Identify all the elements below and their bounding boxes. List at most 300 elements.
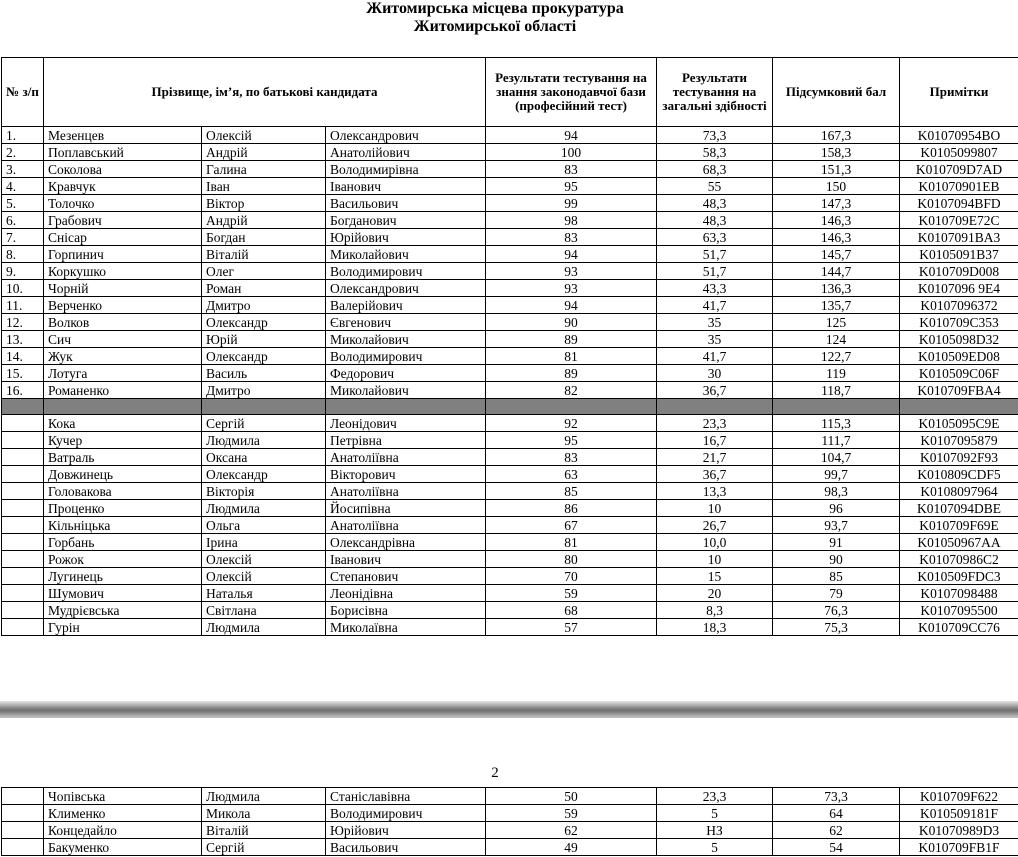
cell-test1: 93 bbox=[486, 263, 657, 280]
cell-patronymic: Степанович bbox=[326, 568, 486, 585]
cell-note: K01070986C2 bbox=[900, 551, 1018, 568]
cell-test1: 95 bbox=[486, 178, 657, 195]
table-row bbox=[2, 314, 1018, 331]
cell-patronymic: Анатоліївна bbox=[326, 483, 486, 500]
cell-surname: Кока bbox=[44, 415, 202, 432]
cell-test2: 36,7 bbox=[657, 466, 773, 483]
cell-surname: Снісар bbox=[44, 229, 202, 246]
cell-note: K01070989D3 bbox=[900, 822, 1018, 839]
cell-test1: 100 bbox=[486, 144, 657, 161]
cell-first-name: Ірина bbox=[202, 534, 326, 551]
cell-test1: 63 bbox=[486, 466, 657, 483]
cell-test2: 51,7 bbox=[657, 246, 773, 263]
cell-total: 145,7 bbox=[773, 246, 900, 263]
cell-test2: 35 bbox=[657, 331, 773, 348]
cell-note: K0105091B37 bbox=[900, 246, 1018, 263]
cell-num: 3. bbox=[2, 161, 44, 178]
cell-num: 11. bbox=[2, 297, 44, 314]
cell-test2: 5 bbox=[657, 839, 773, 856]
cell-total: 104,7 bbox=[773, 449, 900, 466]
cell-test1: 92 bbox=[486, 415, 657, 432]
cell-num: 12. bbox=[2, 314, 44, 331]
table-row bbox=[2, 568, 1018, 585]
cell-first-name: Людмила bbox=[202, 432, 326, 449]
cell-test1: 82 bbox=[486, 382, 657, 399]
table-row bbox=[2, 483, 1018, 500]
cell-first-name: Галина bbox=[202, 161, 326, 178]
cell-first-name: Олексій bbox=[202, 551, 326, 568]
table-row bbox=[2, 144, 1018, 161]
cell-patronymic: Юрійович bbox=[326, 822, 486, 839]
separator-row bbox=[2, 399, 1018, 415]
cell-note: K01070901EB bbox=[900, 178, 1018, 195]
cell-test2: 41,7 bbox=[657, 348, 773, 365]
cell-total: 98,3 bbox=[773, 483, 900, 500]
cell-test2: 51,7 bbox=[657, 263, 773, 280]
cell-patronymic: Володимирович bbox=[326, 348, 486, 365]
document-title bbox=[0, 0, 990, 36]
title-line-2: Житомирської області bbox=[413, 18, 577, 35]
cell-note: K010509C06F bbox=[900, 365, 1018, 382]
cell-first-name: Іван bbox=[202, 178, 326, 195]
cell-test2: 55 bbox=[657, 178, 773, 195]
cell-first-name: Віталій bbox=[202, 822, 326, 839]
cell-patronymic: Вікторович bbox=[326, 466, 486, 483]
cell-first-name: Людмила bbox=[202, 500, 326, 517]
cell-surname: Шумович bbox=[44, 585, 202, 602]
cell-note: K01050967AA bbox=[900, 534, 1018, 551]
cell-num bbox=[2, 822, 44, 839]
cell-test2: 23,3 bbox=[657, 788, 773, 805]
cell-test1: 95 bbox=[486, 432, 657, 449]
cell-patronymic: Володимирівна bbox=[326, 161, 486, 178]
cell-surname: Поплавський bbox=[44, 144, 202, 161]
cell-note: K0107095500 bbox=[900, 602, 1018, 619]
cell-patronymic: Станіславівна bbox=[326, 788, 486, 805]
cell-patronymic: Йосипівна bbox=[326, 500, 486, 517]
cell-total: 85 bbox=[773, 568, 900, 585]
cell-test2: 13,3 bbox=[657, 483, 773, 500]
cell-patronymic: Юрійович bbox=[326, 229, 486, 246]
cell-num: 6. bbox=[2, 212, 44, 229]
cell-surname: Жук bbox=[44, 348, 202, 365]
cell-surname: Лугинець bbox=[44, 568, 202, 585]
cell-first-name: Віталій bbox=[202, 246, 326, 263]
cell-test1: 98 bbox=[486, 212, 657, 229]
cell-first-name: Людмила bbox=[202, 788, 326, 805]
table-row bbox=[2, 229, 1018, 246]
cell-test1: 50 bbox=[486, 788, 657, 805]
cell-note: K0105095C9E bbox=[900, 415, 1018, 432]
cell-test2: 20 bbox=[657, 585, 773, 602]
cell-num bbox=[2, 805, 44, 822]
table-row bbox=[2, 822, 1018, 839]
cell-total: 96 bbox=[773, 500, 900, 517]
cell-patronymic: Леонідович bbox=[326, 415, 486, 432]
header-name: Прізвище, ім’я, по батькові кандидата bbox=[44, 58, 486, 127]
cell-surname: Головакова bbox=[44, 483, 202, 500]
header-total: Підсумковий бал bbox=[773, 58, 900, 127]
cell-num bbox=[2, 483, 44, 500]
cell-first-name: Оксана bbox=[202, 449, 326, 466]
cell-total: 124 bbox=[773, 331, 900, 348]
cell-test2: 18,3 bbox=[657, 619, 773, 636]
cell-test2: НЗ bbox=[657, 822, 773, 839]
cell-test2: 5 bbox=[657, 805, 773, 822]
cell-patronymic: Анатоліївна bbox=[326, 517, 486, 534]
cell-total: 119 bbox=[773, 365, 900, 382]
cell-test2: 68,3 bbox=[657, 161, 773, 178]
cell-test1: 94 bbox=[486, 297, 657, 314]
cell-surname: Кравчук bbox=[44, 178, 202, 195]
cell-first-name: Світлана bbox=[202, 602, 326, 619]
cell-test2: 48,3 bbox=[657, 195, 773, 212]
cell-total: 93,7 bbox=[773, 517, 900, 534]
cell-patronymic: Миколайович bbox=[326, 331, 486, 348]
cell-surname: Клименко bbox=[44, 805, 202, 822]
cell-note: K0105098D32 bbox=[900, 331, 1018, 348]
cell-num bbox=[2, 839, 44, 856]
cell-patronymic: Миколайович bbox=[326, 246, 486, 263]
cell-surname: Сич bbox=[44, 331, 202, 348]
cell-total: 90 bbox=[773, 551, 900, 568]
cell-note: K010509181F bbox=[900, 805, 1018, 822]
cell-total: 122,7 bbox=[773, 348, 900, 365]
cell-note: K010509ED08 bbox=[900, 348, 1018, 365]
cell-total: 99,7 bbox=[773, 466, 900, 483]
cell-test2: 43,3 bbox=[657, 280, 773, 297]
cell-surname: Бакуменко bbox=[44, 839, 202, 856]
cell-patronymic: Васильович bbox=[326, 839, 486, 856]
cell-test2: 10 bbox=[657, 551, 773, 568]
cell-test2: 21,7 bbox=[657, 449, 773, 466]
cell-surname: Горбань bbox=[44, 534, 202, 551]
cell-test1: 94 bbox=[486, 246, 657, 263]
cell-test1: 62 bbox=[486, 822, 657, 839]
cell-test1: 99 bbox=[486, 195, 657, 212]
cell-first-name: Олександр bbox=[202, 314, 326, 331]
cell-first-name: Олег bbox=[202, 263, 326, 280]
cell-num bbox=[2, 432, 44, 449]
separator-body bbox=[2, 399, 1018, 415]
cell-total: 151,3 bbox=[773, 161, 900, 178]
cell-total: 125 bbox=[773, 314, 900, 331]
table-body-page-2 bbox=[2, 788, 1018, 856]
table-row bbox=[2, 551, 1018, 568]
cell-surname: Коркушко bbox=[44, 263, 202, 280]
cell-note: K0107098488 bbox=[900, 585, 1018, 602]
table-row bbox=[2, 805, 1018, 822]
cell-note: K0107092F93 bbox=[900, 449, 1018, 466]
cell-test2: 41,7 bbox=[657, 297, 773, 314]
cell-test1: 59 bbox=[486, 805, 657, 822]
cell-total: 75,3 bbox=[773, 619, 900, 636]
cell-num bbox=[2, 517, 44, 534]
cell-surname: Ватраль bbox=[44, 449, 202, 466]
cell-note: K0107091BA3 bbox=[900, 229, 1018, 246]
cell-note: K010709D008 bbox=[900, 263, 1018, 280]
cell-note: K010709FBA4 bbox=[900, 382, 1018, 399]
cell-patronymic: Васильович bbox=[326, 195, 486, 212]
cell-note: K010809CDF5 bbox=[900, 466, 1018, 483]
cell-note: K01070954BO bbox=[900, 127, 1018, 144]
cell-num bbox=[2, 449, 44, 466]
cell-note: K010709C353 bbox=[900, 314, 1018, 331]
cell-test2: 26,7 bbox=[657, 517, 773, 534]
cell-surname: Рожок bbox=[44, 551, 202, 568]
cell-test1: 86 bbox=[486, 500, 657, 517]
table-row bbox=[2, 178, 1018, 195]
cell-num: 13. bbox=[2, 331, 44, 348]
table-row bbox=[2, 466, 1018, 483]
cell-num bbox=[2, 500, 44, 517]
cell-test1: 81 bbox=[486, 348, 657, 365]
cell-patronymic: Анатоліївна bbox=[326, 449, 486, 466]
cell-first-name: Дмитро bbox=[202, 382, 326, 399]
cell-test2: 35 bbox=[657, 314, 773, 331]
cell-first-name: Микола bbox=[202, 805, 326, 822]
cell-total: 64 bbox=[773, 805, 900, 822]
cell-note: K0107095879 bbox=[900, 432, 1018, 449]
cell-patronymic: Федорович bbox=[326, 365, 486, 382]
cell-surname: Кучер bbox=[44, 432, 202, 449]
cell-test1: 83 bbox=[486, 449, 657, 466]
cell-total: 54 bbox=[773, 839, 900, 856]
cell-patronymic: Євгенович bbox=[326, 314, 486, 331]
table-row bbox=[2, 161, 1018, 178]
cell-first-name: Роман bbox=[202, 280, 326, 297]
cell-test2: 8,3 bbox=[657, 602, 773, 619]
cell-patronymic: Іванович bbox=[326, 551, 486, 568]
cell-test1: 49 bbox=[486, 839, 657, 856]
cell-test2: 10,0 bbox=[657, 534, 773, 551]
cell-num bbox=[2, 466, 44, 483]
cell-patronymic: Володимирович bbox=[326, 805, 486, 822]
table-row bbox=[2, 534, 1018, 551]
cell-note: K010509FDC3 bbox=[900, 568, 1018, 585]
cell-total: 167,3 bbox=[773, 127, 900, 144]
table-row bbox=[2, 348, 1018, 365]
cell-test2: 58,3 bbox=[657, 144, 773, 161]
cell-note: K010709D7AD bbox=[900, 161, 1018, 178]
cell-num bbox=[2, 585, 44, 602]
header-test2: Результати тестування на загальні здібності bbox=[657, 58, 773, 127]
cell-test1: 89 bbox=[486, 365, 657, 382]
cell-num: 16. bbox=[2, 382, 44, 399]
cell-note: K010709F69E bbox=[900, 517, 1018, 534]
cell-surname: Гурін bbox=[44, 619, 202, 636]
cell-total: 150 bbox=[773, 178, 900, 195]
table-row bbox=[2, 365, 1018, 382]
cell-first-name: Віктор bbox=[202, 195, 326, 212]
header-notes: Примітки bbox=[900, 58, 1018, 127]
cell-surname: Проценко bbox=[44, 500, 202, 517]
cell-note: K010709CC76 bbox=[900, 619, 1018, 636]
cell-surname: Чопівська bbox=[44, 788, 202, 805]
cell-note: K0107096 9E4 bbox=[900, 280, 1018, 297]
cell-test1: 90 bbox=[486, 314, 657, 331]
cell-total: 146,3 bbox=[773, 229, 900, 246]
table-body-top bbox=[2, 127, 1018, 399]
cell-surname: Кільніцька bbox=[44, 517, 202, 534]
table-row bbox=[2, 280, 1018, 297]
cell-total: 135,7 bbox=[773, 297, 900, 314]
cell-surname: Волков bbox=[44, 314, 202, 331]
cell-patronymic: Олександрівна bbox=[326, 534, 486, 551]
cell-num: 15. bbox=[2, 365, 44, 382]
cell-note: K010709F622 bbox=[900, 788, 1018, 805]
cell-note: K010709FB1F bbox=[900, 839, 1018, 856]
cell-num bbox=[2, 415, 44, 432]
cell-surname: Романенко bbox=[44, 382, 202, 399]
table-row bbox=[2, 839, 1018, 856]
cell-test2: 73,3 bbox=[657, 127, 773, 144]
table-row bbox=[2, 500, 1018, 517]
cell-total: 147,3 bbox=[773, 195, 900, 212]
page-break-bar bbox=[0, 701, 1018, 718]
cell-num: 7. bbox=[2, 229, 44, 246]
cell-patronymic: Валерійович bbox=[326, 297, 486, 314]
table-row bbox=[2, 619, 1018, 636]
cell-patronymic: Миколайович bbox=[326, 382, 486, 399]
cell-total: 79 bbox=[773, 585, 900, 602]
cell-first-name: Наталья bbox=[202, 585, 326, 602]
table-row bbox=[2, 195, 1018, 212]
cell-num: 4. bbox=[2, 178, 44, 195]
cell-patronymic: Анатолійович bbox=[326, 144, 486, 161]
cell-test2: 15 bbox=[657, 568, 773, 585]
cell-test1: 89 bbox=[486, 331, 657, 348]
cell-num bbox=[2, 788, 44, 805]
candidates-table bbox=[1, 57, 1018, 636]
cell-total: 111,7 bbox=[773, 432, 900, 449]
cell-test1: 94 bbox=[486, 127, 657, 144]
cell-test2: 30 bbox=[657, 365, 773, 382]
cell-total: 91 bbox=[773, 534, 900, 551]
table-row bbox=[2, 415, 1018, 432]
cell-first-name: Андрій bbox=[202, 144, 326, 161]
cell-total: 73,3 bbox=[773, 788, 900, 805]
table-row bbox=[2, 246, 1018, 263]
cell-test2: 48,3 bbox=[657, 212, 773, 229]
cell-num: 14. bbox=[2, 348, 44, 365]
table-row bbox=[2, 432, 1018, 449]
cell-total: 76,3 bbox=[773, 602, 900, 619]
cell-num: 8. bbox=[2, 246, 44, 263]
cell-num: 10. bbox=[2, 280, 44, 297]
cell-total: 136,3 bbox=[773, 280, 900, 297]
cell-total: 62 bbox=[773, 822, 900, 839]
cell-total: 118,7 bbox=[773, 382, 900, 399]
cell-first-name: Олексій bbox=[202, 127, 326, 144]
cell-test2: 10 bbox=[657, 500, 773, 517]
cell-surname: Лотуга bbox=[44, 365, 202, 382]
table-row bbox=[2, 517, 1018, 534]
header-num: № з/п bbox=[2, 58, 44, 127]
cell-test1: 68 bbox=[486, 602, 657, 619]
cell-surname: Чорній bbox=[44, 280, 202, 297]
cell-num: 2. bbox=[2, 144, 44, 161]
table-row bbox=[2, 382, 1018, 399]
cell-first-name: Василь bbox=[202, 365, 326, 382]
cell-patronymic: Леонідівна bbox=[326, 585, 486, 602]
cell-test2: 16,7 bbox=[657, 432, 773, 449]
cell-num: 9. bbox=[2, 263, 44, 280]
cell-surname: Верченко bbox=[44, 297, 202, 314]
cell-test1: 70 bbox=[486, 568, 657, 585]
table-row bbox=[2, 585, 1018, 602]
candidates-table-page-2 bbox=[1, 787, 1018, 856]
table-row bbox=[2, 212, 1018, 229]
cell-note: K0105099807 bbox=[900, 144, 1018, 161]
page-number: 2 bbox=[491, 765, 499, 781]
cell-test2: 36,7 bbox=[657, 382, 773, 399]
cell-first-name: Сергій bbox=[202, 839, 326, 856]
cell-test1: 80 bbox=[486, 551, 657, 568]
cell-note: K0107096372 bbox=[900, 297, 1018, 314]
table-row bbox=[2, 788, 1018, 805]
cell-test1: 83 bbox=[486, 161, 657, 178]
cell-num: 5. bbox=[2, 195, 44, 212]
cell-patronymic: Олександрович bbox=[326, 280, 486, 297]
cell-first-name: Ольга bbox=[202, 517, 326, 534]
cell-first-name: Богдан bbox=[202, 229, 326, 246]
cell-surname: Соколова bbox=[44, 161, 202, 178]
cell-patronymic: Олександрович bbox=[326, 127, 486, 144]
title-line-1: Житомирська місцева прокуратура bbox=[366, 0, 624, 17]
header-test1: Результати тестування на знання законодавчої бази (професійний тест) bbox=[486, 58, 657, 127]
cell-first-name: Вікторія bbox=[202, 483, 326, 500]
cell-patronymic: Володимирович bbox=[326, 263, 486, 280]
cell-surname: Мезенцев bbox=[44, 127, 202, 144]
cell-test1: 85 bbox=[486, 483, 657, 500]
table-row bbox=[2, 297, 1018, 314]
table-row bbox=[2, 127, 1018, 144]
cell-note: K0107094BFD bbox=[900, 195, 1018, 212]
table-body-bottom bbox=[2, 415, 1018, 636]
cell-patronymic: Борисівна bbox=[326, 602, 486, 619]
cell-total: 144,7 bbox=[773, 263, 900, 280]
cell-note: K0107094DBE bbox=[900, 500, 1018, 517]
cell-first-name: Людмила bbox=[202, 619, 326, 636]
cell-test2: 63,3 bbox=[657, 229, 773, 246]
cell-num bbox=[2, 551, 44, 568]
cell-note: K010709E72C bbox=[900, 212, 1018, 229]
cell-total: 146,3 bbox=[773, 212, 900, 229]
cell-patronymic: Петрівна bbox=[326, 432, 486, 449]
table-row bbox=[2, 449, 1018, 466]
cell-first-name: Олександр bbox=[202, 466, 326, 483]
cell-patronymic: Іванович bbox=[326, 178, 486, 195]
cell-test1: 57 bbox=[486, 619, 657, 636]
cell-first-name: Сергій bbox=[202, 415, 326, 432]
cell-note: K0108097964 bbox=[900, 483, 1018, 500]
cell-test1: 59 bbox=[486, 585, 657, 602]
cell-surname: Концедайло bbox=[44, 822, 202, 839]
cell-first-name: Олексій bbox=[202, 568, 326, 585]
cell-surname: Горпинич bbox=[44, 246, 202, 263]
table-row bbox=[2, 602, 1018, 619]
table-row bbox=[2, 331, 1018, 348]
table-header-row bbox=[2, 58, 1018, 127]
cell-test1: 67 bbox=[486, 517, 657, 534]
cell-num bbox=[2, 619, 44, 636]
cell-first-name: Дмитро bbox=[202, 297, 326, 314]
cell-num bbox=[2, 568, 44, 585]
cell-num bbox=[2, 534, 44, 551]
cell-num bbox=[2, 602, 44, 619]
cell-first-name: Андрій bbox=[202, 212, 326, 229]
